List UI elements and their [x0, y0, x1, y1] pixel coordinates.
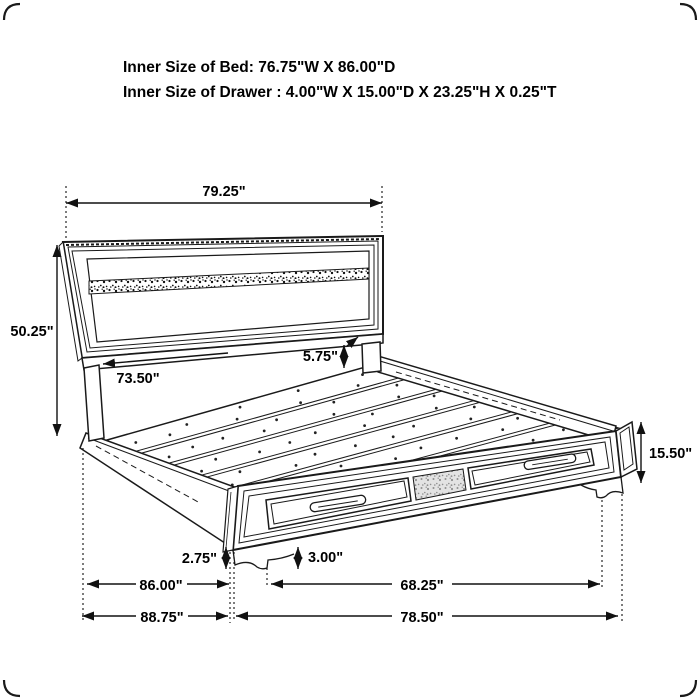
- dim-label-headboard-inner-width: 73.50": [116, 371, 160, 387]
- dim-base-height: [182, 547, 226, 569]
- dim-label-side-rail-height: 5.75": [302, 349, 338, 365]
- dim-footboard-overall-width: [236, 610, 618, 626]
- dim-label-headboard-height: 50.25": [10, 324, 54, 340]
- headboard-right-leg: [362, 342, 381, 373]
- dim-label-bed-overall-depth: 88.75": [140, 610, 184, 626]
- dim-label-footboard-overall-width: 78.50": [400, 610, 444, 626]
- dim-label-foot-clearance: 3.00": [308, 550, 344, 566]
- dim-label-base-height: 2.75": [181, 551, 217, 567]
- dim-label-footboard-height: 15.50": [649, 446, 693, 462]
- dim-drawer-span-width: [271, 578, 600, 594]
- dim-foot-clearance: [298, 547, 343, 569]
- dim-headboard-height: [10, 245, 57, 436]
- dim-bed-inner-depth: [87, 578, 229, 594]
- title-line-bed: Inner Size of Bed: 76.75"W X 86.00"D: [123, 59, 396, 76]
- title-line-drawer: Inner Size of Drawer : 4.00"W X 15.00"D X 23.25"H X 0.25"T: [123, 84, 557, 101]
- bed-drawing: [59, 236, 637, 569]
- dim-label-headboard-width: 79.25": [202, 184, 246, 200]
- dim-footboard-height: [641, 422, 692, 483]
- dim-headboard-width: [66, 184, 382, 203]
- dim-bed-overall-depth: [82, 610, 228, 626]
- dim-label-drawer-span-width: 68.25": [400, 578, 444, 594]
- headboard-left-leg: [84, 365, 104, 441]
- dim-label-bed-inner-depth: 86.00": [139, 578, 183, 594]
